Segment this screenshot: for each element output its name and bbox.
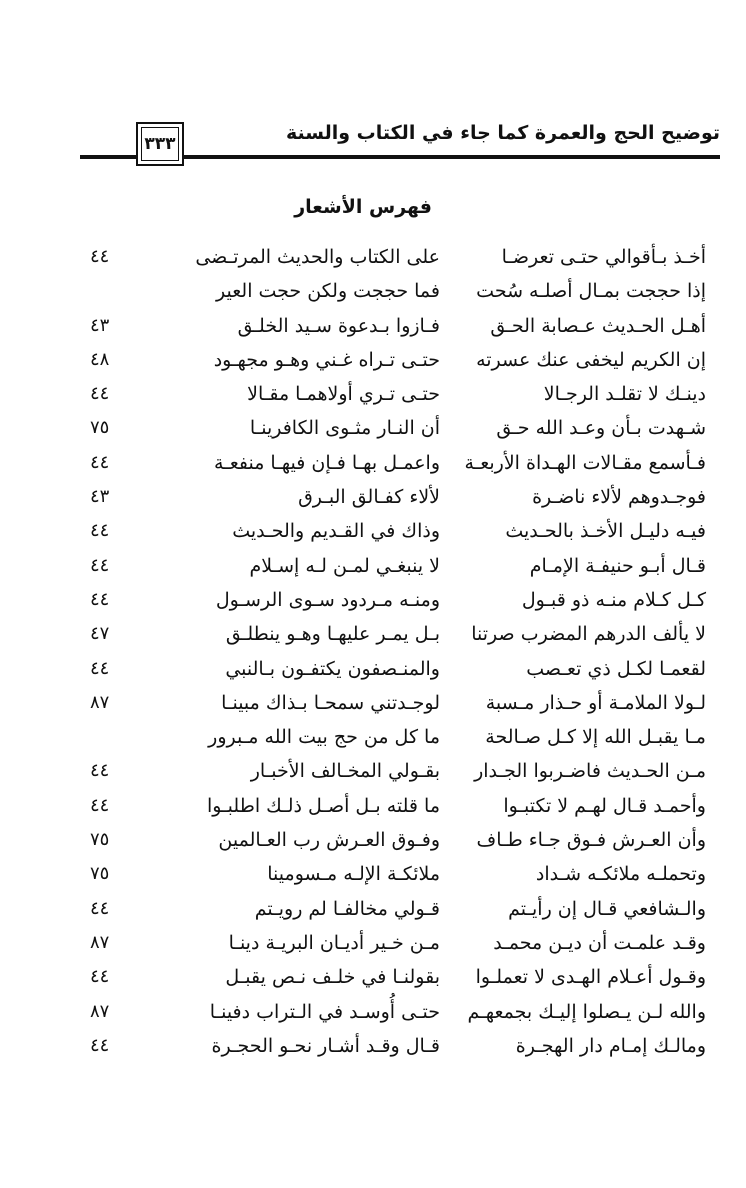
running-title: توضيح الحج والعمرة كما جاء في الكتاب والسنة <box>285 122 720 144</box>
verse-row <box>421 789 706 823</box>
verse-row <box>421 960 706 994</box>
verse-row <box>421 892 706 926</box>
page-reference: ٧٥ <box>90 829 110 851</box>
first-hemistich: كـل كـلام منـه ذو قبـول <box>521 588 706 611</box>
verse-row <box>421 514 706 548</box>
first-hemistich: لـولا الملامـة أو حـذار مـسبة <box>485 691 706 714</box>
page-reference: ٤٧ <box>90 623 110 645</box>
verse-row <box>421 411 706 445</box>
second-hemistich: ومنـه مـردود سـوى الرسـول <box>215 588 440 611</box>
page-reference: ٤٤ <box>90 520 110 542</box>
page-number-box <box>136 122 184 166</box>
first-hemistich: وأحمـد قـال لهـم لا تكتبـوا <box>503 794 706 817</box>
section-title: فهرس الأشعار <box>294 196 432 218</box>
second-hemistich-column <box>90 240 440 1063</box>
page-reference: ٧٥ <box>90 863 110 885</box>
second-hemistich: والمنـصفون يكتفـون بـالنبي <box>225 657 440 680</box>
verse-row <box>90 1029 440 1063</box>
verse-row <box>421 617 706 651</box>
verse-row <box>90 274 440 308</box>
second-hemistich: أن النـار مثـوى الكافرينـا <box>249 417 440 440</box>
verse-row <box>90 343 440 377</box>
page-reference: ٤٤ <box>90 966 110 988</box>
verse-row <box>421 926 706 960</box>
verse-row <box>90 480 440 514</box>
second-hemistich: لوجـدتني سمحـا بـذاك مبينـا <box>221 691 440 714</box>
second-hemistich: ما قلته بـل أصـل ذلـك اطلبـوا <box>207 794 440 817</box>
first-hemistich: ومالـك إمـام دار الهجـرة <box>515 1034 706 1057</box>
first-hemistich: فوجـدوهم لألاء ناضـرة <box>532 486 706 509</box>
second-hemistich: ما كل من حج بيت الله مـبرور <box>208 726 440 749</box>
second-hemistich: قـال وقـد أشـار نحـو الحجـرة <box>211 1034 440 1057</box>
verse-row <box>90 240 440 274</box>
second-hemistich: لألاء كفـالق البـرق <box>298 486 440 509</box>
second-hemistich: وذاك في القـديم والحـديث <box>232 520 440 543</box>
verse-row <box>421 343 706 377</box>
verse-row <box>421 274 706 308</box>
verse-row <box>421 480 706 514</box>
page-reference: ٤٤ <box>90 383 110 405</box>
verse-row <box>421 686 706 720</box>
verse-row <box>90 686 440 720</box>
second-hemistich: حتـى تـري أولاهمـا مقـالا <box>247 383 440 406</box>
first-hemistich: دينـك لا تقلـد الرجـالا <box>543 383 706 406</box>
verse-row <box>90 926 440 960</box>
first-hemistich: قـال أبـو حنيفـة الإمـام <box>529 554 706 577</box>
first-hemistich: والله لـن يـصلوا إليـك بجمعهـم <box>467 1000 706 1023</box>
second-hemistich: فما حججت ولكن حجت العير <box>216 280 440 303</box>
first-hemistich: مـن الحـديث فاضـربوا الجـدار <box>474 760 706 783</box>
first-hemistich: فـأسمع مقـالات الهـداة الأربعـة <box>464 451 706 474</box>
page-reference: ٤٣ <box>90 486 110 508</box>
page-reference: ٤٤ <box>90 760 110 782</box>
page-reference: ٨٧ <box>90 931 110 953</box>
verse-row <box>90 377 440 411</box>
verse-row <box>90 892 440 926</box>
second-hemistich: ملائكـة الإلـه مـسومينا <box>267 863 440 886</box>
first-hemistich: شـهدت بـأن وعـد الله حـق <box>496 417 706 440</box>
page-reference: ٤٤ <box>90 897 110 919</box>
first-hemistich: وقـول أعـلام الهـدى لا تعملـوا <box>475 966 706 989</box>
page-reference: ٤٤ <box>90 554 110 576</box>
page-reference: ٤٤ <box>90 657 110 679</box>
first-hemistich: لا يألف الدرهم المضرب صرتنا <box>471 623 706 646</box>
verse-row <box>421 240 706 274</box>
verse-row <box>90 514 440 548</box>
second-hemistich: لا ينبغـي لمـن لـه إسـلام <box>249 554 440 577</box>
header-rule-left <box>80 155 136 159</box>
verse-row <box>90 549 440 583</box>
page-reference: ٨٧ <box>90 1000 110 1022</box>
page-reference: ٤٤ <box>90 1034 110 1056</box>
verse-row <box>421 995 706 1029</box>
second-hemistich: حتـى تـراه غـني وهـو مجهـود <box>213 348 440 371</box>
verse-row <box>421 652 706 686</box>
second-hemistich: مـن خـير أديـان البريـة دينـا <box>228 931 440 954</box>
verse-row <box>90 652 440 686</box>
page-number: ٣٣٣ <box>141 127 179 161</box>
page-reference: ٤٣ <box>90 314 110 336</box>
page-reference: ٤٤ <box>90 451 110 473</box>
page-reference: ٤٤ <box>90 588 110 610</box>
verse-row <box>421 1029 706 1063</box>
page-header <box>80 118 720 174</box>
verse-row <box>421 583 706 617</box>
verse-row <box>90 617 440 651</box>
verse-row <box>90 789 440 823</box>
second-hemistich: بقولنـا في خلـف نـص يقبـل <box>225 966 440 989</box>
second-hemistich: فـازوا بـدعوة سـيد الخلـق <box>237 314 440 337</box>
second-hemistich: حتـى أُوسـد في الـتراب دفينـا <box>209 1000 440 1023</box>
first-hemistich: مـا يقبـل الله إلا كـل صـالحة <box>485 726 706 749</box>
verse-row <box>90 754 440 788</box>
page-reference: ٤٤ <box>90 794 110 816</box>
page-reference: ٨٧ <box>90 691 110 713</box>
first-hemistich: لقعمـا لكـل ذي تعـصب <box>526 657 706 680</box>
verse-row <box>90 823 440 857</box>
verse-row <box>90 446 440 480</box>
first-hemistich: وقـد علمـت أن ديـن محمـد <box>493 931 706 954</box>
second-hemistich: بـل يمـر عليهـا وهـو ينطلـق <box>225 623 440 646</box>
header-rule-right <box>184 155 720 159</box>
second-hemistich: قـولي مخالفـا لم رويـتم <box>254 897 440 920</box>
verse-row <box>90 583 440 617</box>
verse-row <box>90 309 440 343</box>
verse-row <box>90 960 440 994</box>
first-hemistich: والـشافعي قـال إن رأيـتم <box>508 897 706 920</box>
first-hemistich: إن الكريم ليخفى عنك عسرته <box>476 348 706 371</box>
page-reference: ٤٤ <box>90 246 110 267</box>
second-hemistich: على الكتاب والحديث المرتـضى <box>195 246 440 268</box>
first-hemistich: فيـه دليـل الأخـذ بالحـديث <box>505 520 706 543</box>
verse-row <box>421 309 706 343</box>
second-hemistich: وفـوق العـرش رب العـالمين <box>218 829 440 852</box>
verse-row <box>421 754 706 788</box>
verse-row <box>421 377 706 411</box>
page-reference: ٤٨ <box>90 348 110 370</box>
verse-row <box>90 720 440 754</box>
first-hemistich-column <box>421 240 706 1063</box>
verse-row <box>421 549 706 583</box>
first-hemistich: أهـل الحـديث عـصابة الحـق <box>490 314 706 337</box>
first-hemistich: وتحملـه ملائكـه شـداد <box>535 863 706 886</box>
first-hemistich: وأن العـرش فـوق جـاء طـاف <box>476 829 706 852</box>
second-hemistich: واعمـل بهـا فـإن فيهـا منفعـة <box>213 451 440 474</box>
verse-row <box>90 995 440 1029</box>
verse-row <box>90 411 440 445</box>
first-hemistich: أخـذ بـأقوالي حتـى تعرضـا <box>501 246 706 268</box>
verse-row <box>421 720 706 754</box>
verse-row <box>421 446 706 480</box>
second-hemistich: بقـولي المخـالف الأخبـار <box>250 760 440 783</box>
verse-row <box>90 857 440 891</box>
first-hemistich: إذا حججت بمـال أصلـه سُحت <box>476 280 706 303</box>
verse-row <box>421 857 706 891</box>
verse-row <box>421 823 706 857</box>
page-reference: ٧٥ <box>90 417 110 439</box>
